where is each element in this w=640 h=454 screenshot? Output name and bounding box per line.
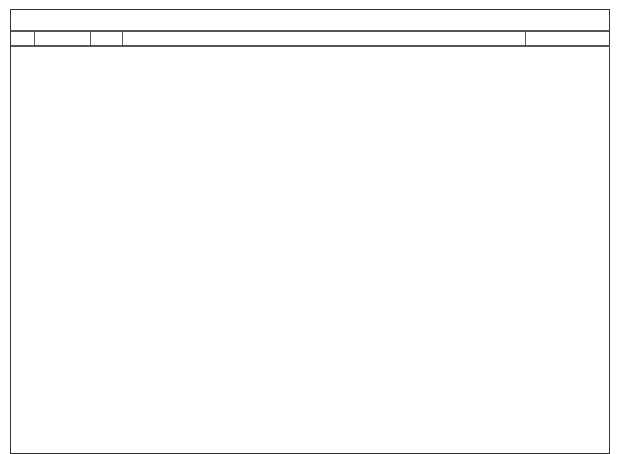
header-group [11, 30, 35, 47]
header-examples [123, 30, 526, 47]
header-stressed [91, 30, 123, 47]
summary-table [10, 9, 610, 454]
header-phonetic [35, 30, 91, 47]
page-title [11, 10, 609, 32]
header-rules [526, 30, 610, 47]
